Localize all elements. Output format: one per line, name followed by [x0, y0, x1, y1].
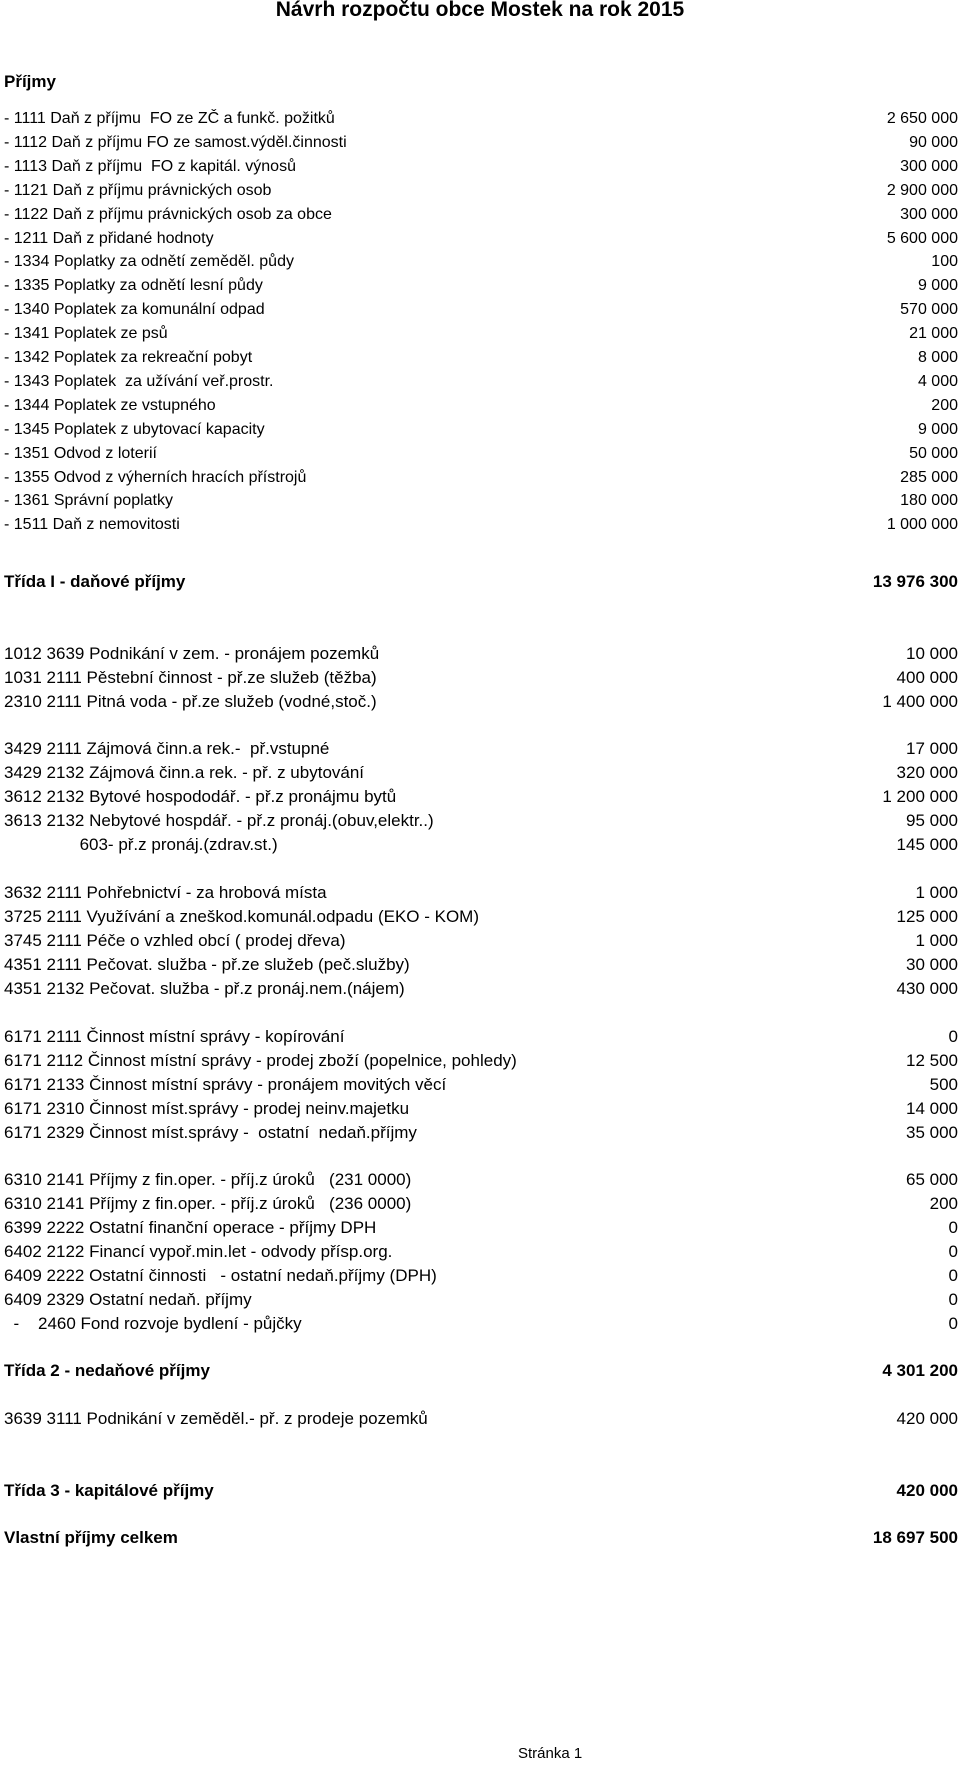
- row-label: 3639 3111 Podnikání v zeměděl.- př. z prodeje pozemků: [4, 1409, 428, 1428]
- table-row: [4, 738, 958, 760]
- table-row: [4, 108, 958, 130]
- page-title: Návrh rozpočtu obce Mostek na rok 2015: [275, 0, 685, 21]
- table-row: [4, 275, 958, 297]
- table-row: [4, 419, 958, 441]
- row-value: 18 697 500: [872, 1528, 958, 1547]
- table-row: [4, 1169, 958, 1191]
- row-label: - 1112 Daň z příjmu FO ze samost.výděl.činnosti: [4, 134, 347, 151]
- row-value: 180 000: [900, 492, 958, 509]
- subtotal-row: [4, 1360, 958, 1382]
- table-row: [4, 643, 958, 665]
- table-row: [4, 1241, 958, 1263]
- row-value: 420 000: [896, 1409, 958, 1428]
- row-value: 35 000: [906, 1123, 958, 1142]
- row-label: - 1345 Poplatek z ubytovací kapacity: [4, 421, 265, 438]
- table-row: [4, 906, 958, 928]
- row-value: 2 900 000: [886, 182, 958, 199]
- row-value: 4 000: [917, 373, 958, 390]
- row-value: 21 000: [909, 325, 958, 342]
- row-label: - 1355 Odvod z výherních hracích přístrojů: [4, 469, 307, 486]
- row-label: - 1343 Poplatek za užívání veř.prostr.: [4, 373, 274, 390]
- row-label: 3612 2132 Bytové hospododář. - př.z pronájmu bytů: [4, 787, 397, 806]
- row-value: 4 301 200: [882, 1361, 958, 1380]
- table-row: [4, 323, 958, 345]
- row-label: - 1334 Poplatky za odnětí zeměděl. půdy: [4, 253, 294, 270]
- table-row: [4, 1289, 958, 1311]
- row-label: 3632 2111 Pohřebnictví - za hrobová místa: [4, 883, 327, 902]
- row-label: Třída I - daňové příjmy: [4, 572, 186, 591]
- row-value: 17 000: [906, 739, 958, 758]
- row-value: 5 600 000: [886, 230, 958, 247]
- row-value: 0: [948, 1290, 958, 1309]
- row-label: 6171 2310 Činnost míst.správy - prodej neinv.majetku: [4, 1099, 410, 1118]
- row-value: 0: [948, 1218, 958, 1237]
- table-row: [4, 251, 958, 273]
- row-label: - 1340 Poplatek za komunální odpad: [4, 301, 265, 318]
- subtotal-row: [4, 571, 958, 593]
- row-label: 2310 2111 Pitná voda - př.ze služeb (vodné,stoč.): [4, 692, 377, 711]
- row-value: 1 200 000: [882, 787, 958, 806]
- page-footer: Stránka 1: [518, 1745, 583, 1762]
- row-value: 9 000: [917, 277, 958, 294]
- row-label: 6171 2112 Činnost místní správy - prodej zboží (popelnice, pohledy): [4, 1051, 517, 1070]
- row-value: 90 000: [909, 134, 958, 151]
- table-row: [4, 1313, 958, 1335]
- row-value: 200: [931, 397, 958, 414]
- row-label: 3429 2111 Zájmová činn.a rek.- př.vstupné: [4, 739, 330, 758]
- table-row: [4, 347, 958, 369]
- row-label: - 1361 Správní poplatky: [4, 492, 173, 509]
- row-value: 50 000: [909, 445, 958, 462]
- row-value: 570 000: [900, 301, 958, 318]
- table-row: [4, 1074, 958, 1096]
- row-value: 30 000: [906, 955, 958, 974]
- row-label: 6409 2329 Ostatní nedaň. příjmy: [4, 1290, 252, 1309]
- row-value: 320 000: [896, 763, 958, 782]
- table-row: [4, 1265, 958, 1287]
- table-row: [4, 395, 958, 417]
- row-value: 0: [948, 1242, 958, 1261]
- row-value: 125 000: [896, 907, 958, 926]
- total-row: [4, 1527, 958, 1549]
- row-value: 300 000: [900, 158, 958, 175]
- row-value: 2 650 000: [886, 110, 958, 127]
- row-value: 145 000: [896, 835, 958, 854]
- row-value: 400 000: [896, 668, 958, 687]
- row-label: 4351 2132 Pečovat. služba - př.z pronáj.nem.(nájem): [4, 979, 405, 998]
- table-row: [4, 954, 958, 976]
- row-label: 1031 2111 Pěstební činnost - př.ze služeb (těžba): [4, 668, 377, 687]
- table-row: [4, 1050, 958, 1072]
- row-value: 1 400 000: [882, 692, 958, 711]
- row-value: 0: [948, 1314, 958, 1333]
- row-label: 6310 2141 Příjmy z fin.oper. - příj.z úroků (236 0000): [4, 1194, 412, 1213]
- row-label: - 1342 Poplatek za rekreační pobyt: [4, 349, 253, 366]
- row-value: 0: [948, 1266, 958, 1285]
- table-row: [4, 204, 958, 226]
- row-value: 1 000 000: [886, 516, 958, 533]
- row-value: 9 000: [917, 421, 958, 438]
- row-value: 430 000: [896, 979, 958, 998]
- table-row: [4, 1408, 958, 1430]
- table-row: [4, 1193, 958, 1215]
- table-row: [4, 1098, 958, 1120]
- row-label: - 1211 Daň z přidané hodnoty: [4, 230, 214, 247]
- table-row: [4, 156, 958, 178]
- section-heading: Příjmy: [4, 72, 56, 91]
- row-label: - 1335 Poplatky za odnětí lesní půdy: [4, 277, 263, 294]
- row-label: 3745 2111 Péče o vzhled obcí ( prodej dřeva): [4, 931, 346, 950]
- row-label: 6171 2111 Činnost místní správy - kopírování: [4, 1027, 345, 1046]
- row-value: 285 000: [900, 469, 958, 486]
- row-label: 6409 2222 Ostatní činnosti - ostatní nedaň.příjmy (DPH): [4, 1266, 437, 1285]
- table-row: [4, 443, 958, 465]
- row-label: - 1351 Odvod z loterií: [4, 445, 157, 462]
- row-value: 100: [931, 253, 958, 270]
- table-row: [4, 1217, 958, 1239]
- row-label: 4351 2111 Pečovat. služba - př.ze služeb (peč.služby): [4, 955, 410, 974]
- row-label: Vlastní příjmy celkem: [4, 1528, 178, 1547]
- table-row: [4, 1026, 958, 1048]
- row-value: 0: [948, 1027, 958, 1046]
- table-row: [4, 786, 958, 808]
- row-label: 603- př.z pronáj.(zdrav.st.): [4, 835, 278, 854]
- row-value: 65 000: [906, 1170, 958, 1189]
- row-label: - 1511 Daň z nemovitosti: [4, 516, 180, 533]
- row-value: 1 000: [915, 883, 958, 902]
- row-label: - 1341 Poplatek ze psů: [4, 325, 168, 342]
- row-label: - 1122 Daň z příjmu právnických osob za obce: [4, 206, 332, 223]
- row-value: 420 000: [896, 1481, 958, 1500]
- row-value: 10 000: [906, 644, 958, 663]
- row-value: 500: [929, 1075, 958, 1094]
- row-label: - 1121 Daň z příjmu právnických osob: [4, 182, 272, 199]
- table-row: [4, 490, 958, 512]
- table-row: [4, 762, 958, 784]
- row-label: - 2460 Fond rozvoje bydlení - půjčky: [4, 1314, 302, 1333]
- row-value: 14 000: [906, 1099, 958, 1118]
- row-label: 6171 2133 Činnost místní správy - pronájem movitých věcí: [4, 1075, 447, 1094]
- row-label: 6399 2222 Ostatní finanční operace - příjmy DPH: [4, 1218, 377, 1237]
- table-row: [4, 371, 958, 393]
- row-label: - 1113 Daň z příjmu FO z kapitál. výnosů: [4, 158, 296, 175]
- row-value: 200: [929, 1194, 958, 1213]
- table-row: [4, 228, 958, 250]
- table-row: [4, 132, 958, 154]
- row-label: 6171 2329 Činnost míst.správy - ostatní nedaň.příjmy: [4, 1123, 417, 1142]
- row-label: 3429 2132 Zájmová činn.a rek. - př. z ubytování: [4, 763, 365, 782]
- row-value: 300 000: [900, 206, 958, 223]
- row-value: 95 000: [906, 811, 958, 830]
- row-value: 13 976 300: [872, 572, 958, 591]
- row-label: 1012 3639 Podnikání v zem. - pronájem pozemků: [4, 644, 380, 663]
- table-row: [4, 1122, 958, 1144]
- row-label: - 1344 Poplatek ze vstupného: [4, 397, 216, 414]
- table-row: [4, 834, 958, 856]
- row-value: 1 000: [915, 931, 958, 950]
- row-label: 3725 2111 Využívání a zneškod.komunál.odpadu (EKO - KOM): [4, 907, 480, 926]
- row-label: 6310 2141 Příjmy z fin.oper. - příj.z úroků (231 0000): [4, 1170, 412, 1189]
- table-row: [4, 930, 958, 952]
- row-label: 3613 2132 Nebytové hospdář. - př.z pronáj.(obuv,elektr..): [4, 811, 434, 830]
- table-row: [4, 514, 958, 536]
- subtotal-row: [4, 1480, 958, 1502]
- table-row: [4, 978, 958, 1000]
- row-label: - 1111 Daň z příjmu FO ze ZČ a funkč. požitků: [4, 110, 335, 127]
- table-row: [4, 467, 958, 489]
- row-value: 8 000: [917, 349, 958, 366]
- row-label: 6402 2122 Financí vypoř.min.let - odvody přísp.org.: [4, 1242, 393, 1261]
- table-row: [4, 810, 958, 832]
- table-row: [4, 691, 958, 713]
- table-row: [4, 299, 958, 321]
- row-label: Třída 3 - kapitálové příjmy: [4, 1481, 214, 1500]
- row-label: Třída 2 - nedaňové příjmy: [4, 1361, 210, 1380]
- table-row: [4, 180, 958, 202]
- table-row: [4, 667, 958, 689]
- row-value: 12 500: [906, 1051, 958, 1070]
- table-row: [4, 882, 958, 904]
